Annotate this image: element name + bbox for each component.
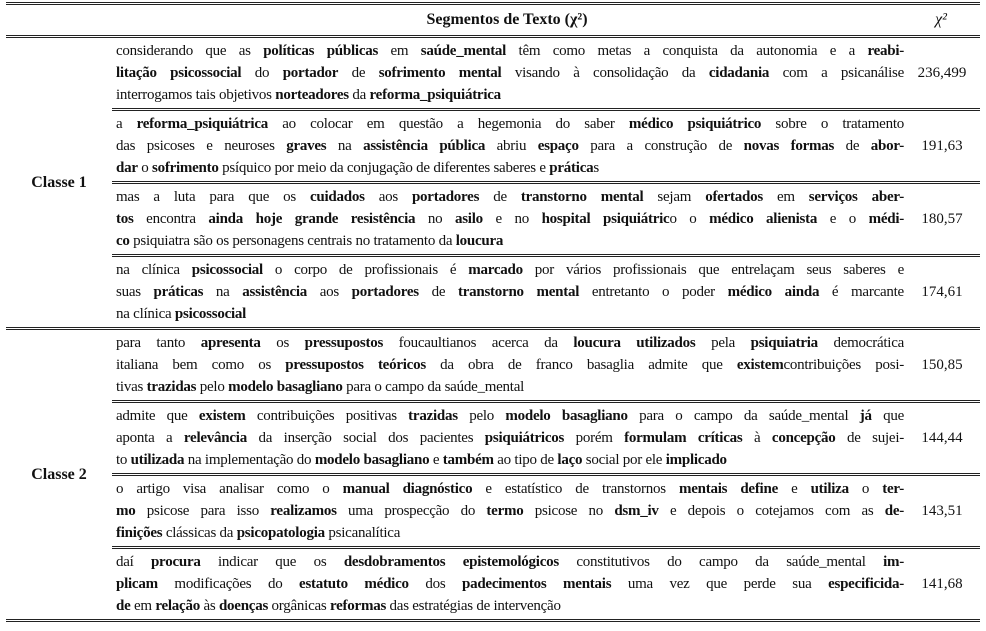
keyword: litação psicossocial — [116, 65, 242, 81]
text-run: na — [326, 138, 364, 154]
chi-value: 180,57 — [921, 210, 963, 227]
text-run: o o — [669, 211, 710, 227]
text-run: dos — [408, 576, 462, 592]
keyword: portadores — [351, 284, 419, 300]
text-run: psíquico por meio da conjugação de diferentes saberes e — [218, 160, 550, 176]
keyword: apresenta — [200, 335, 261, 351]
keyword: novas formas — [743, 138, 835, 154]
keyword: ofertados — [705, 189, 763, 205]
header-chi: χ² — [935, 11, 947, 28]
text-segment — [112, 186, 904, 252]
text-run: psicanalítica — [324, 525, 401, 541]
keyword: reformas — [330, 598, 387, 614]
text-run: indicar que os — [200, 554, 344, 570]
keyword: especificida- — [828, 576, 904, 592]
text-segment — [112, 332, 904, 398]
table-row — [112, 403, 980, 476]
keyword: assistência pública — [363, 138, 486, 154]
text-run: às — [199, 598, 219, 614]
keyword: serviços aber- — [808, 189, 904, 205]
chi-value: 150,85 — [921, 356, 963, 373]
text-run: na clínica — [116, 306, 175, 322]
text-run: das psicoses e neuroses — [116, 138, 287, 154]
keyword: reforma_psiquiátrica — [369, 87, 501, 103]
table-row — [112, 257, 980, 327]
keyword: ainda hoje grande resistência — [208, 211, 416, 227]
text-run: de — [479, 189, 521, 205]
keyword: prática — [549, 160, 594, 176]
keyword: saúde_mental — [420, 43, 507, 59]
text-run: aos — [364, 189, 412, 205]
keyword: mo — [116, 503, 136, 519]
text-run: italiana bem como os — [116, 357, 286, 373]
keyword: médico alienista — [709, 211, 818, 227]
segment-line — [116, 478, 904, 500]
text-run: considerando que as — [116, 43, 264, 59]
keyword: também — [442, 452, 494, 468]
class-group — [6, 330, 980, 622]
table-row — [112, 549, 980, 619]
text-run: e — [429, 452, 443, 468]
text-run: ao colocar em questão a hegemonia do saber — [268, 116, 629, 132]
text-run: o artigo visa analisar como o — [116, 481, 343, 497]
text-run: aponta a — [116, 430, 184, 446]
chi-value: 174,61 — [921, 283, 963, 300]
text-run: social por ele — [582, 452, 666, 468]
keyword: realizamos — [270, 503, 337, 519]
text-run: têm como metas a conquista da autonomia e a — [506, 43, 868, 59]
keyword: existem — [198, 408, 246, 424]
text-run: da inserção social dos pacientes — [246, 430, 485, 446]
text-run: por vários profissionais que entrelaçam seus saberes e — [522, 262, 904, 278]
text-run: para tanto — [116, 335, 201, 351]
text-segment — [112, 405, 904, 471]
text-run: modificações do — [157, 576, 300, 592]
text-run: e no — [482, 211, 542, 227]
text-run: porém — [564, 430, 625, 446]
text-run: sejam — [643, 189, 706, 205]
segment-line — [116, 208, 904, 230]
text-run: o corpo de profissionais é — [262, 262, 469, 278]
keyword: médico psiquiátrico — [628, 116, 762, 132]
text-run: o — [848, 481, 883, 497]
chi-value: 144,44 — [921, 429, 963, 446]
keyword: assistência — [242, 284, 308, 300]
text-run: e depois o cotejamos com as — [658, 503, 885, 519]
keyword: finições — [116, 525, 163, 541]
segment-line — [116, 84, 904, 106]
text-run: em — [130, 598, 156, 614]
keyword: manual diagnóstico — [342, 481, 473, 497]
text-run: contribuições positivas — [245, 408, 409, 424]
text-run: com a psicanálise — [769, 65, 904, 81]
text-run: visando à consolidação da — [501, 65, 709, 81]
text-run: psiquiatra são os personagens centrais no tratamento da — [129, 233, 456, 249]
class-rows — [112, 330, 980, 619]
table-header — [6, 2, 980, 38]
keyword: portador — [282, 65, 339, 81]
segment-line — [116, 522, 904, 544]
keyword: abor- — [870, 138, 904, 154]
table-row — [112, 330, 980, 403]
text-run: o — [137, 160, 152, 176]
text-run: interrogamos tais objetivos — [116, 87, 276, 103]
keyword: médi- — [868, 211, 904, 227]
keyword: modelo basagliano — [314, 452, 430, 468]
text-segment — [112, 551, 904, 617]
chi-value: 141,68 — [921, 575, 963, 592]
segment-line — [116, 376, 904, 398]
keyword: modelo basagliano — [505, 408, 628, 424]
segment-line — [116, 135, 904, 157]
table-row — [112, 184, 980, 257]
text-run: na clínica — [116, 262, 192, 278]
keyword: plicam — [116, 576, 158, 592]
keyword: psiquiátricos — [484, 430, 565, 446]
class-label: Classe 2 — [31, 465, 87, 483]
keyword: relação — [155, 598, 200, 614]
text-run: mas a luta para que os — [116, 189, 310, 205]
keyword: relevância — [183, 430, 247, 446]
keyword: marcado — [468, 262, 523, 278]
text-run: contribuições posi- — [783, 357, 904, 373]
keyword: formulam críticas — [624, 430, 743, 446]
text-run: to — [116, 452, 131, 468]
text-run: em — [378, 43, 421, 59]
text-run: sobre o tratamento — [761, 116, 904, 132]
keyword: loucura — [455, 233, 504, 249]
keyword: tos — [116, 211, 134, 227]
keyword: pressupostos teóricos — [285, 357, 426, 373]
keyword: dsm_iv — [614, 503, 659, 519]
keyword: existem — [736, 357, 784, 373]
segment-line — [116, 230, 904, 252]
text-run: e o — [817, 211, 869, 227]
keyword: transtorno mental — [520, 189, 644, 205]
keyword: práticas — [153, 284, 204, 300]
text-run: da — [348, 87, 370, 103]
keyword: co — [116, 233, 130, 249]
keyword: reabi- — [867, 43, 904, 59]
keyword: já — [859, 408, 872, 424]
text-run: é marcante — [819, 284, 904, 300]
keyword: políticas públicas — [263, 43, 379, 59]
keyword: asilo — [454, 211, 483, 227]
keyword: padecimentos mentais — [461, 576, 612, 592]
keyword: utiliza — [810, 481, 849, 497]
keyword: espaço — [537, 138, 579, 154]
keyword: cuidados — [309, 189, 365, 205]
text-segment — [112, 113, 904, 179]
keyword: laço — [557, 452, 583, 468]
keyword: doenças — [218, 598, 269, 614]
text-run: para a construção de — [578, 138, 744, 154]
keyword: transtorno mental — [457, 284, 580, 300]
keyword: hospital psiquiátric — [541, 211, 670, 227]
text-run: uma prospecção do — [336, 503, 487, 519]
text-run: que — [871, 408, 904, 424]
keyword: psicossocial — [174, 306, 247, 322]
segment-line — [116, 62, 904, 84]
text-run: a — [116, 116, 137, 132]
keyword: psiquiatria — [750, 335, 818, 351]
segment-line — [116, 332, 904, 354]
keyword: dar — [116, 160, 138, 176]
segment-line — [116, 354, 904, 376]
keyword: cidadania — [708, 65, 770, 81]
text-run: para o campo da saúde_mental — [342, 379, 525, 395]
text-run: de sujei- — [835, 430, 904, 446]
text-run: psicose no — [523, 503, 615, 519]
keyword: desdobramentos epistemológicos — [343, 554, 559, 570]
keyword: sofrimento mental — [378, 65, 502, 81]
segment-line — [116, 427, 904, 449]
keyword: utilizada — [130, 452, 185, 468]
text-run: foucaultianos acerca da — [383, 335, 574, 351]
text-run: e — [777, 481, 811, 497]
segment-line — [116, 500, 904, 522]
keyword: norteadores — [275, 87, 349, 103]
keyword: reforma_psiquiátrica — [136, 116, 269, 132]
table-row — [112, 111, 980, 184]
segment-line — [116, 449, 904, 471]
keyword: loucura utilizados — [573, 335, 696, 351]
text-run: e estatístico de transtornos — [472, 481, 679, 497]
text-run: orgânicas — [268, 598, 330, 614]
text-run: pelo — [196, 379, 229, 395]
text-run: da obra de franco basaglia admite que — [425, 357, 737, 373]
segment-line — [116, 551, 904, 573]
text-run: ao tipo de — [493, 452, 558, 468]
keyword: psicopatologia — [236, 525, 325, 541]
text-run: s — [593, 160, 599, 176]
chi-value: 143,51 — [921, 502, 963, 519]
keyword: médico ainda — [727, 284, 820, 300]
segment-line — [116, 259, 904, 281]
chi-value: 236,499 — [917, 64, 967, 81]
segment-line — [116, 113, 904, 135]
keyword: trazidas — [408, 408, 458, 424]
keyword: ter- — [882, 481, 904, 497]
text-run: para o campo da saúde_mental — [627, 408, 860, 424]
text-segment — [112, 478, 904, 544]
text-run: os — [260, 335, 305, 351]
segment-line — [116, 573, 904, 595]
text-run: uma vez que perde sua — [611, 576, 829, 592]
text-run: daí — [116, 554, 151, 570]
segment-line — [116, 405, 904, 427]
text-run: suas — [116, 284, 154, 300]
segment-line — [116, 40, 904, 62]
keyword: concepção — [771, 430, 836, 446]
keyword: sofrimento — [152, 160, 219, 176]
text-segments-table — [6, 2, 980, 622]
keyword: procura — [150, 554, 201, 570]
keyword: im- — [883, 554, 904, 570]
text-run: clássicas da — [162, 525, 237, 541]
keyword: implicado — [665, 452, 727, 468]
text-run: pelo — [457, 408, 506, 424]
segment-line — [116, 186, 904, 208]
text-run: admite que — [116, 408, 199, 424]
table-row — [112, 476, 980, 549]
text-run: constitutivos do campo da saúde_mental — [558, 554, 884, 570]
class-group — [6, 38, 980, 330]
class-rows — [112, 38, 980, 327]
header-segments: Segmentos de Texto (χ²) — [426, 11, 588, 28]
table-row — [112, 38, 980, 111]
text-run: de — [338, 65, 379, 81]
text-run: encontra — [133, 211, 209, 227]
text-run: aos — [307, 284, 352, 300]
keyword: de- — [884, 503, 904, 519]
text-run: entretanto o poder — [579, 284, 728, 300]
keyword: pressupostos — [304, 335, 384, 351]
keyword: portadores — [411, 189, 480, 205]
text-run: na — [203, 284, 243, 300]
segment-line — [116, 303, 904, 325]
text-run: abriu — [485, 138, 538, 154]
text-run: no — [415, 211, 455, 227]
text-run: de — [418, 284, 458, 300]
text-run: à — [742, 430, 772, 446]
segment-line — [116, 281, 904, 303]
text-run: das estratégias de intervenção — [386, 598, 561, 614]
class-label: Classe 1 — [31, 173, 87, 191]
text-segment — [112, 259, 904, 325]
keyword: termo — [486, 503, 524, 519]
text-run: na implementação do — [184, 452, 315, 468]
text-run: psicose para isso — [135, 503, 271, 519]
chi-value: 191,63 — [921, 137, 963, 154]
keyword: graves — [286, 138, 327, 154]
text-run: em — [762, 189, 809, 205]
text-run: de — [834, 138, 871, 154]
segment-line — [116, 595, 904, 617]
text-run: democrática — [817, 335, 904, 351]
text-run: pela — [695, 335, 751, 351]
keyword: de — [116, 598, 131, 614]
keyword: trazidas — [146, 379, 197, 395]
table-body — [6, 38, 980, 622]
segment-line — [116, 157, 904, 179]
keyword: mentais define — [678, 481, 778, 497]
keyword: psicossocial — [191, 262, 263, 278]
text-run: tivas — [116, 379, 147, 395]
keyword: estatuto médico — [299, 576, 409, 592]
text-segment — [112, 40, 904, 106]
keyword: modelo basagliano — [228, 379, 343, 395]
text-run: do — [241, 65, 283, 81]
